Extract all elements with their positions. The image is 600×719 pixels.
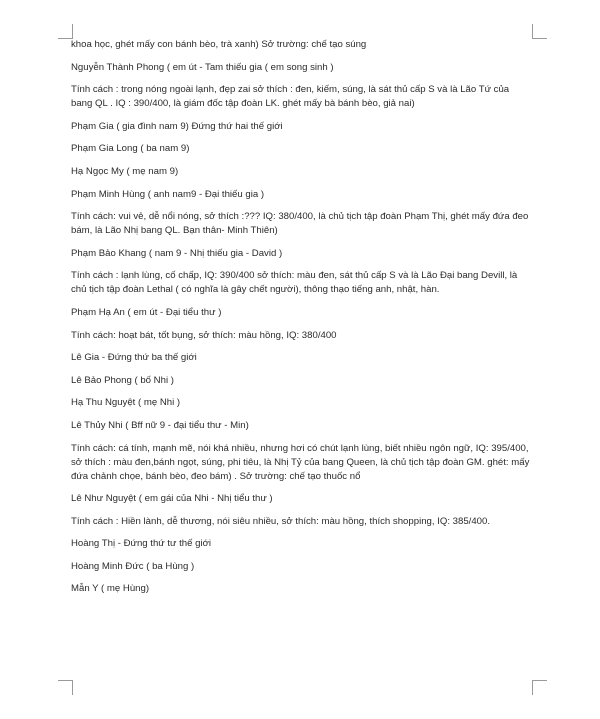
paragraph: Mẫn Y ( mẹ Hùng)	[71, 583, 150, 595]
paragraph: Phạm Minh Hùng ( anh nam9 - Đại thiếu gia )	[71, 188, 265, 200]
paragraph: Lê Thủy Nhi ( Bff nữ 9 - đại tiểu thư - Min)	[71, 419, 249, 431]
paragraph: Hoàng Thị - Đứng thứ tư thế giới	[71, 538, 212, 550]
crop-mark-bottom-left	[58, 680, 73, 695]
paragraph: Hạ Ngọc My ( mẹ nam 9)	[71, 165, 179, 177]
paragraph: Tính cách: cá tính, mạnh mẽ, nói khá nhiều, nhưng hơi có chút lạnh lùng, biết nhiều ngôn ngữ, IQ: 395/400, sở thích : màu đen,bánh ngọt, súng, phi tiêu, là Nhị Tỷ của bang Queen, là chủ tịch tập đoàn GM. ghét: mấy đứa chảnh chọe, bánh bèo, đeo bám) . Sở trường: chế tạo thuốc nổ	[71, 442, 530, 482]
paragraph: Phạm Hạ An ( em út - Đại tiểu thư )	[71, 306, 222, 318]
paragraph: Lê Gia - Đứng thứ ba thế giới	[71, 352, 197, 364]
crop-mark-bottom-right	[532, 680, 547, 695]
paragraph: Phạm Gia ( gia đình nam 9) Đứng thứ hai thế giới	[71, 120, 283, 132]
crop-mark-top-right	[532, 24, 547, 39]
paragraph: khoa học, ghét mấy con bánh bèo, trà xanh) Sở trường: chế tạo súng	[71, 39, 367, 50]
paragraph: Tính cách: vui vẻ, dễ nổi nóng, sở thích :??? IQ: 380/400, là chủ tịch tập đoàn Phạm Thị, ghét mấy đứa đeo bám, là Lão Nhị bang QL. Bạn thân- Minh Thiên)	[71, 211, 529, 237]
paragraph: Phạm Gia Long ( ba nam 9)	[71, 143, 190, 155]
paragraph: Phạm Bảo Khang ( nam 9 - Nhị thiếu gia - David )	[71, 247, 283, 259]
paragraph: Tính cách : trong nóng ngoài lạnh, đẹp zai sở thích : đen, kiếm, súng, là sát thủ cấp S và là Lão Tứ của bang QL . IQ : 390/400, là giám đốc tập đoàn LK. ghét mấy bà bánh bèo, giả nai)	[71, 84, 510, 110]
paragraph: Hoàng Minh Đức ( ba Hùng )	[71, 560, 195, 572]
paragraph: Hạ Thu Nguyệt ( mẹ Nhi )	[71, 397, 181, 409]
crop-mark-top-left	[58, 24, 73, 39]
paragraph: Tính cách: hoạt bát, tốt bụng, sở thích: màu hồng, IQ: 380/400	[71, 329, 337, 341]
paragraph: Nguyễn Thành Phong ( em út - Tam thiếu gia ( em song sinh )	[71, 61, 334, 73]
paragraph: Lê Như Nguyệt ( em gái của Nhi - Nhị tiểu thư )	[71, 493, 273, 505]
paragraph: Lê Bảo Phong ( bố Nhi )	[71, 374, 174, 386]
paragraph: Tính cách : Hiền lành, dễ thương, nói siêu nhiều, sở thích: màu hồng, thích shopping, IQ: 385/400.	[71, 515, 491, 527]
document-body	[71, 38, 533, 605]
paragraph: Tính cách : lạnh lùng, cố chấp, IQ: 390/400 sở thích: màu đen, sát thủ cấp S và là Lão Đại bang Devill, là chủ tịch tập đoàn Lethal ( có nghĩa là gây chết người), thông thạo tiếng anh, nhật, hàn.	[71, 270, 518, 296]
